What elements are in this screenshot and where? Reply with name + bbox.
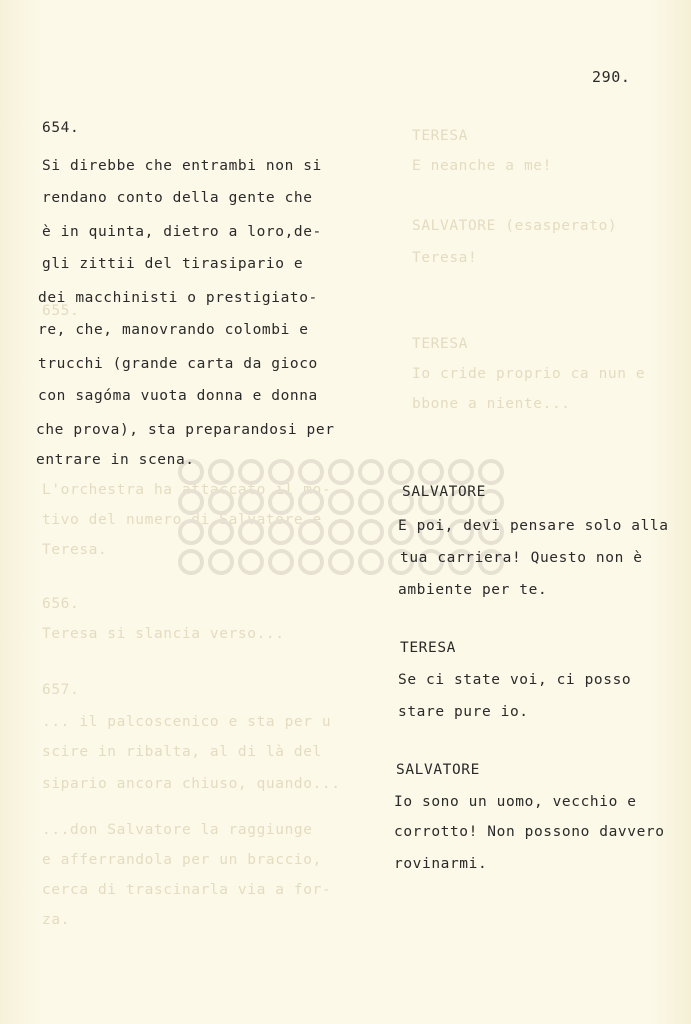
speaker-name: SALVATORE xyxy=(402,484,486,500)
stage-direction-line: entrare in scena. xyxy=(36,452,195,468)
page-number: 290. xyxy=(592,68,631,86)
stage-direction-line: re, che, manovrando colombi e xyxy=(38,322,309,338)
stage-direction-line: trucchi (grande carta da gioco xyxy=(38,356,318,372)
stage-direction-line: è in quinta, dietro a loro,de- xyxy=(42,224,322,240)
dialogue-line: Io sono un uomo, vecchio e xyxy=(394,794,637,810)
speaker-name: SALVATORE xyxy=(396,762,480,778)
dialogue-line: Se ci state voi, ci posso xyxy=(398,672,632,688)
stage-direction-line: Si direbbe che entrambi non si xyxy=(42,158,322,174)
dialogue-line: corrotto! Non possono davvero xyxy=(394,824,665,840)
scene-number: 654. xyxy=(42,120,80,136)
stage-direction-line: dei macchinisti o prestigiato- xyxy=(38,290,318,306)
speaker-name: TERESA xyxy=(400,640,456,656)
typewritten-page: 290. TERESA E neanche a me! SALVATORE (esasperato) Teresa! TERESA Io cride proprio ca nun e bbone a niente... 655. L'orchestra ha attaccato il mo- tivo del numero di Salvatore e Teresa. 656. Teresa si slancia verso... 657. ... il palcoscenico e sta per u scire in ribalta, al di là del sipario ancora chiuso, quando... ...don Salvatore la raggiunge e afferrandola per un braccio, cerca di trascinarla via a for- za. 654. Si direbbe che entrambi non si rendano conto della gente che è in quinta, dietro a loro,de- gli zittii del tirasipario e dei macchinisti o prestigiato- re, che, manovrando colombi e trucchi (grande carta da gioco con sagóma vuota donna e donna che prova), sta preparandosi per entrare in scena. SALVATORE E poi, devi pensare solo alla tua carriera! Questo non è ambiente per te. TERESA Se ci state voi, ci posso stare pure io. SALVATORE Io sono un uomo, vecchio e corrotto! Non possono davvero rovinarmi. xyxy=(0,0,691,1024)
stage-direction-line: gli zittii del tirasipario e xyxy=(42,256,304,272)
stage-direction-line: che prova), sta preparandosi per xyxy=(36,422,335,438)
stage-direction-line: con sagóma vuota donna e donna xyxy=(38,388,318,404)
dialogue-line: E poi, devi pensare solo alla xyxy=(398,518,669,534)
stage-direction-line: rendano conto della gente che xyxy=(42,190,313,206)
dialogue-line: tua carriera! Questo non è xyxy=(400,550,643,566)
dialogue-line: stare pure io. xyxy=(398,704,529,720)
dialogue-line: rovinarmi. xyxy=(394,856,488,872)
dialogue-line: ambiente per te. xyxy=(398,582,548,598)
